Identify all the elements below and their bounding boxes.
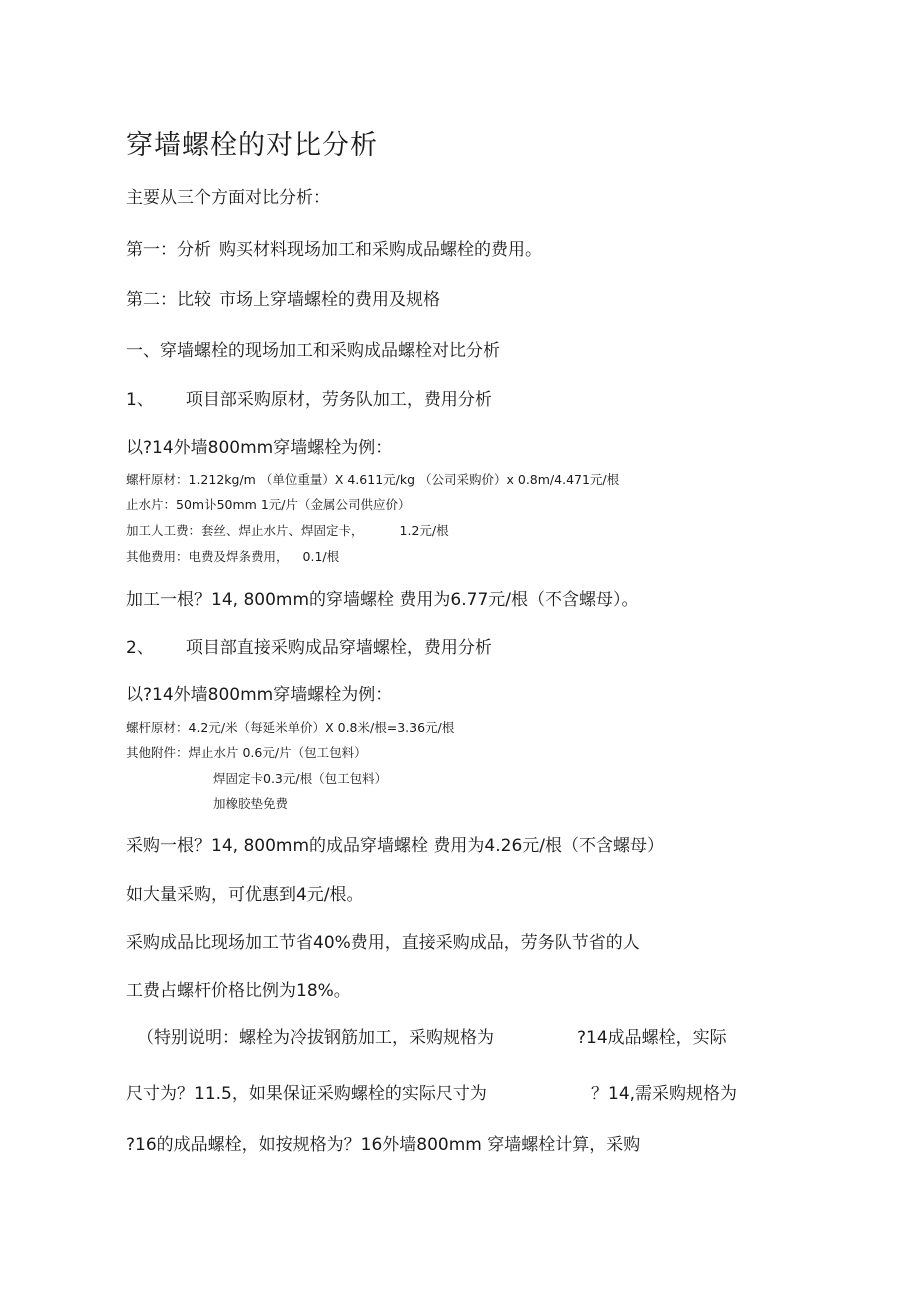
savings-line-1: 采购成品比现场加工节省40%费用，直接采购成品，劳务队节省的人 bbox=[126, 933, 640, 953]
item-1-labor-value: 1.2元/根 bbox=[399, 523, 449, 538]
item-1-example: 以?14外墙800mm穿墙螺栓为例： bbox=[126, 438, 393, 458]
page-title: 穿墙螺栓的对比分析 bbox=[126, 130, 378, 161]
item-2-line-accessories: 其他附件：焊止水片 0.6元/片（包工包料） bbox=[126, 745, 367, 760]
item-1-line-rod: 螺杆原材：1.212kg/m （单位重量）X 4.611元/kg （公司采购价）x 0.8m/4.471元/根 bbox=[126, 472, 620, 487]
aspect-2-label: 比较 bbox=[177, 290, 211, 310]
item-2-example: 以?14外墙800mm穿墙螺栓为例： bbox=[126, 685, 393, 705]
aspect-1-text: 购买材料现场加工和采购成品螺栓的费用。 bbox=[219, 240, 542, 260]
item-1-line-other bbox=[126, 551, 339, 564]
item-1-line-labor bbox=[126, 525, 449, 538]
savings-line-2: 工费占螺杆价格比例为18%。 bbox=[126, 981, 351, 1001]
aspect-2-text: 市场上穿墙螺栓的费用及规格 bbox=[219, 290, 440, 310]
note-line-2-a: 尺寸为？11.5，如果保证采购螺栓的实际尺寸为 bbox=[126, 1084, 487, 1104]
note-line-2 bbox=[126, 1084, 738, 1104]
note-line-1 bbox=[137, 1028, 727, 1048]
aspect-1-num: 第一： bbox=[126, 240, 177, 260]
item-2-line-gasket: 加橡胶垫免费 bbox=[213, 796, 289, 811]
note-line-3: ?16的成品螺栓，如按规格为？16外墙800mm 穿墙螺栓计算，采购 bbox=[126, 1135, 641, 1155]
item-1-number: 1、 bbox=[126, 390, 154, 410]
item-2-line-rod: 螺杆原材：4.2元/米（每延米单价）X 0.8米/根=3.36元/根 bbox=[126, 720, 455, 735]
note-line-1-b: ?14成品螺栓，实际 bbox=[577, 1028, 727, 1048]
aspect-2 bbox=[126, 292, 440, 309]
aspect-1-label: 分析 bbox=[177, 240, 211, 260]
item-2-conclusion: 采购一根？14, 800mm的成品穿墙螺栓 费用为4.26元/根（不含螺母） bbox=[126, 836, 664, 856]
item-2-number: 2、 bbox=[126, 638, 154, 658]
item-2-heading bbox=[126, 640, 492, 657]
intro-text: 主要从三个方面对比分析： bbox=[126, 188, 330, 208]
item-1-conclusion: 加工一根？14, 800mm的穿墙螺栓 费用为6.77元/根（不含螺母）。 bbox=[126, 590, 639, 610]
item-1-line-waterstop: 止水片：50m讣50mm 1元/片（金属公司供应价） bbox=[126, 497, 411, 512]
item-1-other-value: 0.1/根 bbox=[302, 549, 340, 564]
item-1-heading-text: 项目部采购原材，劳务队加工，费用分析 bbox=[185, 390, 492, 410]
item-1-other-label: 其他费用：电费及焊条费用， bbox=[126, 549, 289, 564]
note-line-1-a: （特别说明：螺栓为冷拔钢筋加工，采购规格为 bbox=[137, 1028, 494, 1048]
section-1-heading: 一、穿墙螺栓的现场加工和采购成品螺栓对比分析 bbox=[126, 341, 500, 361]
item-1-heading bbox=[126, 392, 492, 409]
bulk-discount: 如大量采购，可优惠到4元/根。 bbox=[126, 885, 364, 905]
item-1-labor-label: 加工人工费：套丝、焊止水片、焊固定卡， bbox=[126, 523, 364, 538]
item-2-heading-text: 项目部直接采购成品穿墙螺栓，费用分析 bbox=[185, 638, 492, 658]
aspect-2-num: 第二： bbox=[126, 290, 177, 310]
note-line-2-b: ？14,需采购规格为 bbox=[591, 1084, 738, 1104]
aspect-1 bbox=[126, 242, 542, 259]
item-2-line-clip: 焊固定卡0.3元/根（包工包料） bbox=[213, 771, 388, 786]
